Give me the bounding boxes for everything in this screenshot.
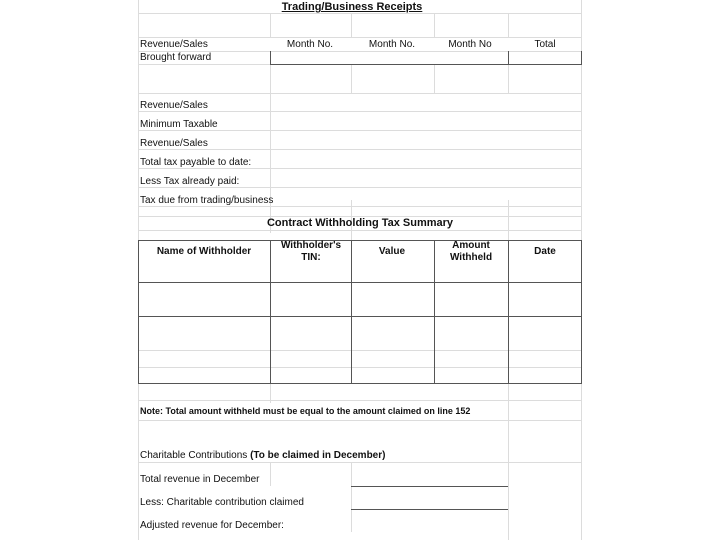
row-brought-forward: Brought forward xyxy=(140,52,212,63)
gridline xyxy=(270,64,271,93)
col-date: Date xyxy=(534,246,556,257)
gridline xyxy=(270,383,271,403)
gridline xyxy=(138,13,582,14)
withholding-title: Contract Withholding Tax Summary xyxy=(266,217,454,229)
gridline xyxy=(351,462,352,532)
header-label: Revenue/Sales xyxy=(140,39,208,50)
border-line xyxy=(508,240,509,383)
col-value: Value xyxy=(378,246,406,257)
withholding-note: Note: Total amount withheld must be equal to the amount claimed on line 152 xyxy=(140,406,471,416)
col-name-withholder: Name of Withholder xyxy=(156,246,252,257)
row-less-tax: Less Tax already paid: xyxy=(140,176,240,187)
gridline xyxy=(434,64,435,93)
gridline xyxy=(138,462,582,463)
gridline xyxy=(508,383,509,540)
border-line xyxy=(351,509,508,510)
border-line xyxy=(508,51,509,64)
col-month-3: Month No xyxy=(448,39,492,50)
border-line xyxy=(270,64,582,65)
border-line xyxy=(581,51,582,64)
gridline xyxy=(138,93,582,94)
charitable-heading-plain: Charitable Contributions xyxy=(140,450,251,461)
gridline xyxy=(270,462,271,486)
col-tin: Withholder's TIN: xyxy=(280,240,342,263)
row-adjusted-revenue: Adjusted revenue for December: xyxy=(140,520,284,531)
row-charitable-claimed: Less: Charitable contribution claimed xyxy=(140,497,304,508)
charitable-heading-bold: (To be claimed in December) xyxy=(250,450,386,461)
col-total: Total xyxy=(534,39,556,50)
gridline xyxy=(138,37,582,38)
border-line xyxy=(351,240,352,383)
charitable-heading xyxy=(140,450,385,462)
gridline xyxy=(508,200,509,240)
gridline xyxy=(138,367,582,368)
col-month-2: Month No. xyxy=(368,39,416,50)
border-line xyxy=(138,383,582,384)
border-line xyxy=(138,240,139,383)
gridline xyxy=(138,230,582,231)
gridline xyxy=(508,13,509,37)
row-minimum-taxable: Minimum Taxable xyxy=(140,119,218,130)
border-line xyxy=(138,282,582,283)
gridline xyxy=(434,13,435,37)
gridline xyxy=(138,420,582,421)
border-line xyxy=(270,51,271,64)
gridline xyxy=(351,13,352,37)
receipts-title: Trading/Business Receipts xyxy=(281,1,423,13)
row-tax-due: Tax due from trading/business xyxy=(140,195,274,206)
col-month-1: Month No. xyxy=(286,39,334,50)
gridline xyxy=(138,350,582,351)
border-line xyxy=(581,240,582,383)
gridline xyxy=(270,13,271,37)
border-line xyxy=(351,486,508,487)
row-revenue-sales-2: Revenue/Sales xyxy=(140,138,208,149)
border-line xyxy=(138,240,582,241)
gridline xyxy=(270,93,271,233)
col-amount-withheld: Amount Withheld xyxy=(449,240,493,263)
row-total-tax: Total tax payable to date: xyxy=(140,157,252,168)
gridline xyxy=(508,64,509,93)
border-line xyxy=(270,240,271,383)
border-line xyxy=(138,316,582,317)
border-line xyxy=(434,240,435,383)
row-revenue-sales: Revenue/Sales xyxy=(140,100,208,111)
gridline xyxy=(351,64,352,93)
row-total-revenue-december: Total revenue in December xyxy=(140,474,260,485)
gridline xyxy=(138,400,582,401)
